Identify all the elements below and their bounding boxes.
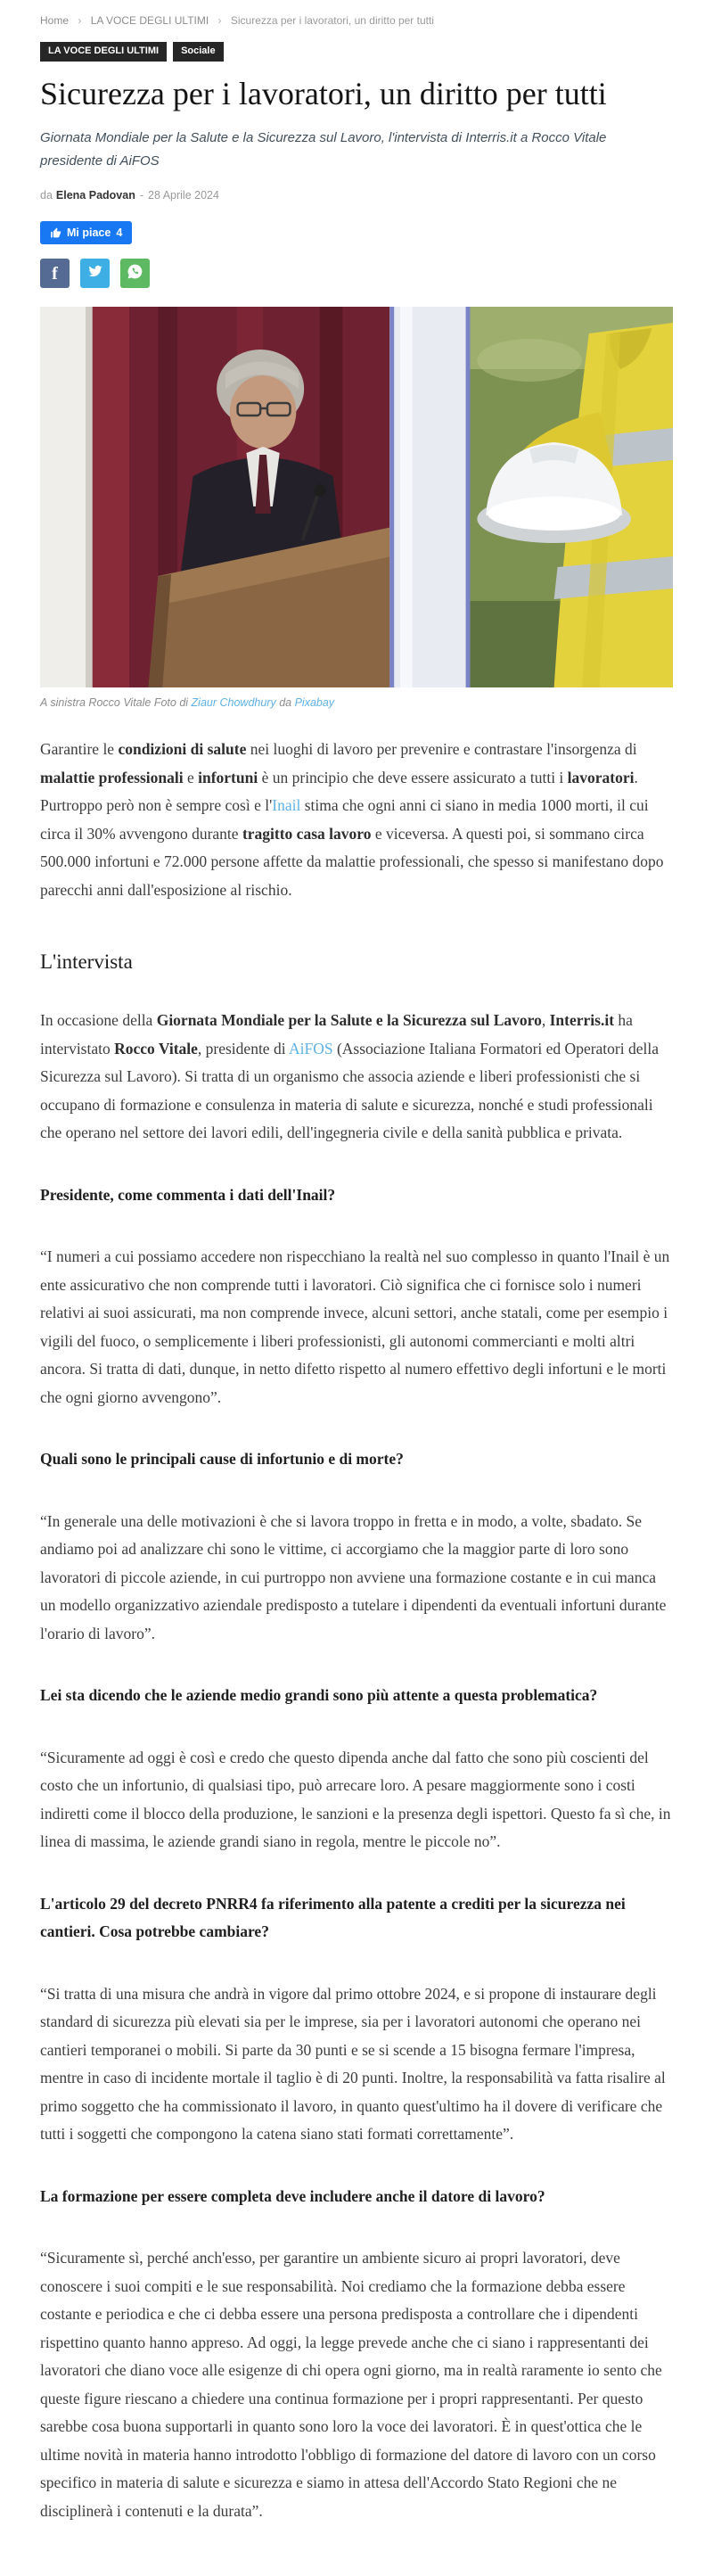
facebook-like-row bbox=[40, 221, 673, 244]
facebook-share-button[interactable] bbox=[40, 259, 70, 288]
bold-text: lavoratori bbox=[567, 768, 635, 786]
category-badge-sociale[interactable]: Sociale bbox=[173, 42, 224, 62]
interview-question: Quali sono le principali cause di infortunio e di morte? bbox=[40, 1450, 404, 1469]
image-caption bbox=[40, 696, 673, 709]
interview-question: Lei sta dicendo che le aziende medio grandi sono più attente a questa problematica? bbox=[40, 1686, 598, 1705]
bold-text: condizioni di salute bbox=[118, 740, 247, 759]
bold-text: infortuni bbox=[198, 768, 258, 786]
whatsapp-share-button[interactable] bbox=[120, 259, 150, 288]
byline-separator: - bbox=[139, 189, 144, 202]
bold-text: malattie professionali bbox=[40, 768, 184, 786]
article-paragraph bbox=[40, 1508, 673, 1649]
page-title: Sicurezza per i lavoratori, un diritto per tutti bbox=[40, 76, 607, 112]
text-run: Garantire le bbox=[40, 740, 119, 759]
twitter-icon bbox=[87, 263, 103, 284]
article-hero-image bbox=[40, 307, 673, 687]
text-run: e bbox=[183, 768, 199, 786]
breadcrumb-current-page: Sicurezza per i lavoratori, un diritto per tutti bbox=[230, 14, 434, 27]
text-run: e viceversa. A questi poi, si sommano circa 500.000 infortuni e 72.000 persone affette da malattie professionali, che spesso si manifestano dopo parecchi anni dall'esposizione al rischio. bbox=[40, 824, 664, 899]
like-count: 4 bbox=[116, 226, 123, 240]
article-paragraph bbox=[40, 1243, 673, 1411]
text-run: da bbox=[275, 696, 295, 710]
section-heading: L'intervista bbox=[40, 951, 133, 974]
category-badges bbox=[40, 42, 673, 62]
text-run: , bbox=[541, 1011, 550, 1030]
article-paragraph bbox=[40, 1007, 673, 1148]
twitter-share-button[interactable] bbox=[80, 259, 110, 288]
breadcrumb-separator-icon: › bbox=[217, 14, 222, 27]
facebook-like-button[interactable] bbox=[40, 221, 132, 244]
byline bbox=[40, 189, 673, 202]
text-run: “Sicuramente sì, perché anch'esso, per garantire un ambiente sicuro ai propri lavoratori, deve conoscere i suoi compiti e le sue responsabilità. Noi crediamo che la formazione debba essere costante e periodica e che ci debba essere una persona predisposta a controllare che i dipendenti rispettino quanto hanno appreso. Ad oggi, la legge prevede anche che ci siano i rappresentanti dei lavoratori che diano voce alle esigenze di chi opera ogni giorno, ma in realtà raramente io sento che queste figure riescano a chiedere una continua formazione per i propri rappresentanti. Per questo sarebbe cosa buona supportarli in quanto sono loro la voce dei lavoratori. È in quest'ottica che le ultime novità in materia hanno introdotto l'obbligo di formazione del datore di lavoro con un corso specifico in materia di salute e sicurezza e siamo in attesa dell'Accordo Stato Regioni che ne disciplinerà i contenuti e la durata”. bbox=[40, 2249, 662, 2520]
text-run: ha intervistato bbox=[40, 1011, 633, 1058]
article-subtitle: Giornata Mondiale per la Salute e la Sicurezza sul Lavoro, l'intervista di Interris.it a Rocco Vitale presidente di AiFOS bbox=[40, 130, 607, 169]
article-figure bbox=[40, 307, 673, 709]
breadcrumb-category-link[interactable]: LA VOCE DEGLI ULTIMI bbox=[90, 14, 209, 27]
bold-text: Interris.it bbox=[549, 1011, 615, 1030]
text-run: , presidente di bbox=[197, 1039, 289, 1058]
text-run: In occasione della bbox=[40, 1011, 157, 1030]
thumbs-up-icon bbox=[50, 227, 61, 239]
breadcrumb bbox=[40, 14, 673, 27]
whatsapp-icon bbox=[127, 263, 143, 284]
bold-text: Giornata Mondiale per la Salute e la Sicurezza sul Lavoro bbox=[156, 1011, 542, 1030]
interview-question: La formazione per essere completa deve includere anche il datore di lavoro? bbox=[40, 2186, 545, 2205]
text-run: A sinistra Rocco Vitale Foto di bbox=[40, 696, 192, 710]
inline-link[interactable]: Ziaur Chowdhury bbox=[191, 696, 276, 710]
hero-image-illustration bbox=[40, 307, 673, 687]
text-run: “In generale una delle motivazioni è che si lavora troppo in fretta e in modo, a volte, sbadato. Se andiamo poi ad analizzare chi sono le vittime, ci accorgiamo che la maggior parte di loro sono lavoratori di piccole aziende, in cui purtroppo non avviene una formazione costante e in cui manca un modello organizzativo aziendale predisposto a tutelare i dipendenti da eventuali infortuni durante l'orario di lavoro”. bbox=[40, 1511, 667, 1642]
text-run: “Sicuramente ad oggi è così e credo che questo dipenda anche dal fatto che sono più coscienti del costo che un infortunio, di qualsiasi tipo, può arrecare loro. A pesare maggiormente sono i costi indiretti come il blocco della produzione, le sanzioni e la presenza degli ispettori. Questo fa sì che, in linea di massima, le aziende grandi siano in regola, mentre le piccole no”. bbox=[40, 1748, 671, 1851]
byline-prefix: da bbox=[40, 189, 53, 202]
text-run: . Purtroppo però non è sempre così e l' bbox=[40, 768, 638, 815]
inline-link[interactable]: AiFOS bbox=[288, 1039, 333, 1058]
bold-text: Rocco Vitale bbox=[114, 1039, 198, 1058]
text-run: stima che ogni anni ci siano in media 1000 morti, il cui circa il 30% avvengono durante bbox=[40, 796, 649, 843]
text-run: (Associazione Italiana Formatori ed Operatori della Sicurezza sul Lavoro). Si tratta di un organismo che associa aziende e liberi professionisti che si occupano di formazione e consulenza in materia di salute e sicurezza, nonché e studi professionali che operano nel settore dei lavori edili, dell'ingegneria civile e della sanità pubblica e privata. bbox=[40, 1039, 659, 1142]
like-label: Mi piace bbox=[67, 226, 111, 240]
bold-text: tragitto casa lavoro bbox=[242, 824, 372, 843]
article-body bbox=[40, 736, 673, 2525]
article-paragraph bbox=[40, 2244, 673, 2525]
author-link[interactable]: Elena Padovan bbox=[55, 189, 135, 202]
article-paragraph bbox=[40, 1980, 673, 2149]
interview-question: Presidente, come commenta i dati dell'Inail? bbox=[40, 1185, 336, 1204]
inline-link[interactable]: Pixabay bbox=[294, 696, 335, 710]
inline-link[interactable]: Inail bbox=[272, 796, 301, 815]
share-buttons bbox=[40, 259, 673, 288]
category-badge-la-voce-degli-ultimi[interactable]: LA VOCE DEGLI ULTIMI bbox=[40, 42, 167, 62]
article-paragraph bbox=[40, 736, 673, 904]
text-run: “Si tratta di una misura che andrà in vigore dal primo ottobre 2024, e si propone di instaurare degli standard di sicurezza più elevati sia per le imprese, sia per i lavoratori autonomi che operano nei cantieri temporanei o mobili. Si parte da 30 punti e se si scende a 15 bisogna fermare l'impresa, mentre in caso di incidente mortale il taglio è di 20 punti. Inoltre, la responsabilità va fatta risalire al primo soggetto che ha commissionato il lavoro, in quanto quest'ultimo ha il dovere di verificare che tutti i soggetti che compongono la catena siano stati formati correttamente”. bbox=[40, 1984, 666, 2144]
interview-question: L'articolo 29 del decreto PNRR4 fa riferimento alla patente a crediti per la sicurezza nei cantieri. Cosa potrebbe cambiare? bbox=[40, 1894, 626, 1941]
text-run: è un principio che deve essere assicurato a tutti i bbox=[258, 768, 568, 786]
article-paragraph bbox=[40, 1744, 673, 1856]
breadcrumb-home-link[interactable]: Home bbox=[40, 14, 70, 27]
breadcrumb-separator-icon: › bbox=[78, 14, 82, 27]
text-run: nei luoghi di lavoro per prevenire e contrastare l'insorgenza di bbox=[246, 740, 637, 759]
text-run: “I numeri a cui possiamo accedere non rispecchiano la realtà nel suo complesso in quanto l'Inail è un ente assicurativo che non comprende tutti i lavoratori. Ciò significa che ci fornisce solo i numeri relativi ai suoi assicurati, ma non comprende invece, alcuni settori, anche statali, come per esempio i vigili del fuoco, o semplicemente i liberi professionisti, gli autonomi commercianti e molti altri ancora. Si tratta di dati, dunque, in netto difetto rispetto al numero effettivo degli infortuni e le morti che ogni giorno avvengono”. bbox=[40, 1247, 670, 1406]
facebook-icon: f bbox=[52, 263, 58, 284]
publish-date: 28 Aprile 2024 bbox=[148, 189, 219, 202]
